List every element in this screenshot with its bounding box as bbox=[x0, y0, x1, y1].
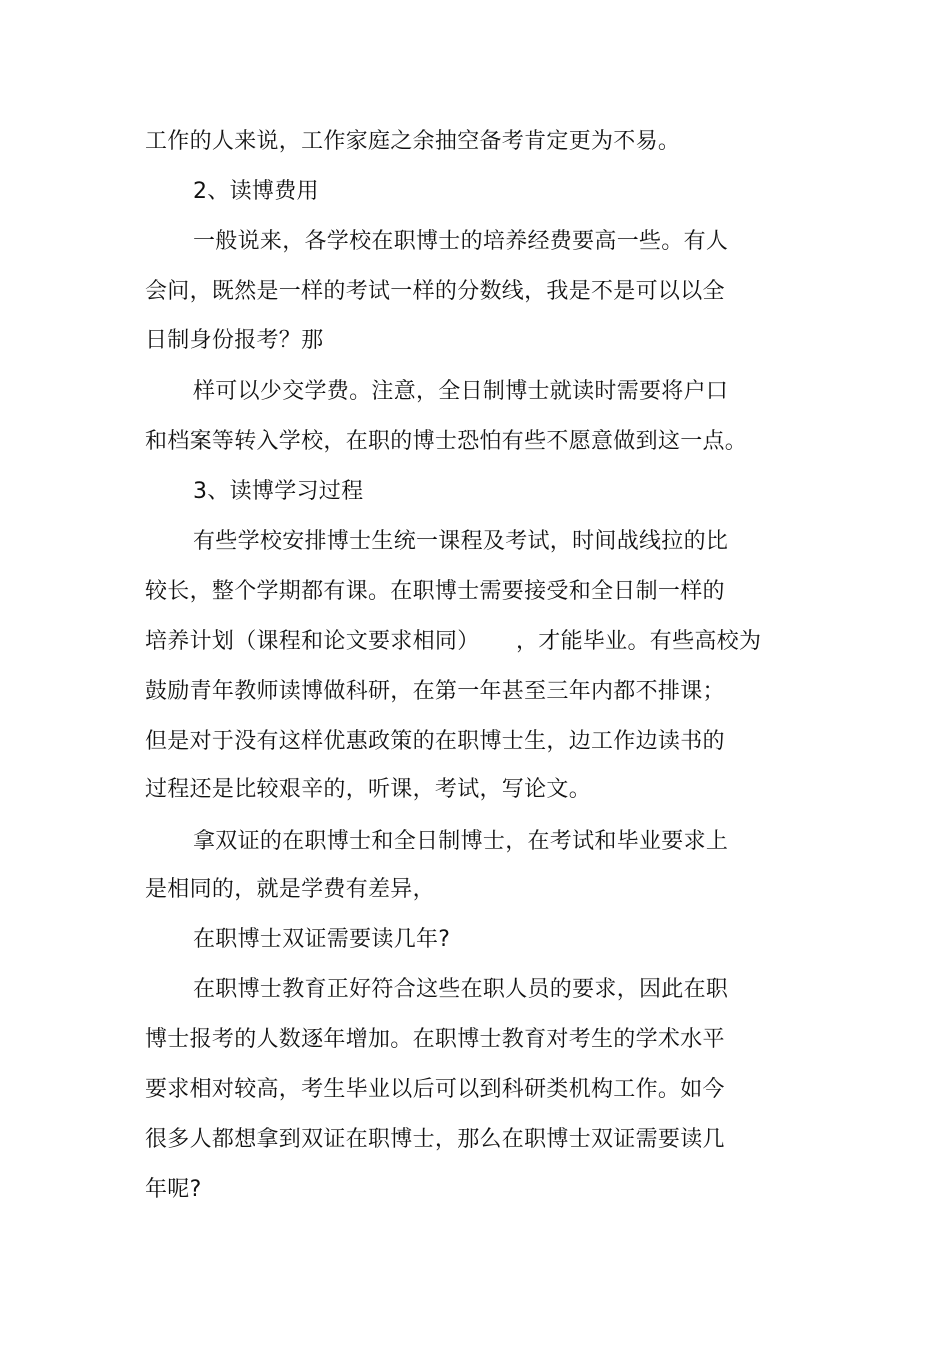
paragraph-line: 一般说来，各学校在职博士的培养经费要高一些。有人 bbox=[193, 229, 729, 254]
paragraph-line: 鼓励青年教师读博做科研，在第一年甚至三年内都不排课； bbox=[145, 679, 725, 704]
paragraph-line: 要求相对较高，考生毕业以后可以到科研类机构工作。如今 bbox=[145, 1077, 725, 1102]
paragraph-line: 工作的人来说，工作家庭之余抽空备考肯定更为不易。 bbox=[145, 129, 681, 154]
section-heading: 3、读博学习过程 bbox=[193, 479, 364, 504]
paragraph-line: 在职博士教育正好符合这些在职人员的要求，因此在职 bbox=[193, 977, 729, 1002]
paragraph-line: 有些学校安排博士生统一课程及考试，时间战线拉的比 bbox=[193, 529, 729, 554]
paragraph-line: 和档案等转入学校，在职的博士恐怕有些不愿意做到这一点。 bbox=[145, 429, 748, 454]
section-heading: 在职博士双证需要读几年? bbox=[193, 927, 451, 952]
paragraph-line: 日制身份报考？那 bbox=[145, 328, 324, 353]
paragraph-line: 但是对于没有这样优惠政策的在职博士生，边工作边读书的 bbox=[145, 729, 725, 754]
paragraph-line: 培养计划（课程和论文要求相同） ，才能毕业。有些高校为 bbox=[145, 629, 762, 654]
paragraph-line: 较长，整个学期都有课。在职博士需要接受和全日制一样的 bbox=[145, 579, 725, 604]
section-heading: 2、读博费用 bbox=[193, 179, 319, 204]
paragraph-line: 是相同的，就是学费有差异， bbox=[145, 877, 435, 902]
paragraph-line: 年呢? bbox=[145, 1177, 202, 1202]
paragraph-line: 过程还是比较艰辛的，听课，考试，写论文。 bbox=[145, 777, 592, 802]
paragraph-line: 博士报考的人数逐年增加。在职博士教育对考生的学术水平 bbox=[145, 1027, 725, 1052]
paragraph-line: 很多人都想拿到双证在职博士，那么在职博士双证需要读几 bbox=[145, 1127, 725, 1152]
paragraph-line: 样可以少交学费。注意，全日制博士就读时需要将户口 bbox=[193, 379, 729, 404]
paragraph-line: 会问，既然是一样的考试一样的分数线，我是不是可以以全 bbox=[145, 279, 725, 304]
paragraph-line: 拿双证的在职博士和全日制博士，在考试和毕业要求上 bbox=[193, 829, 729, 854]
